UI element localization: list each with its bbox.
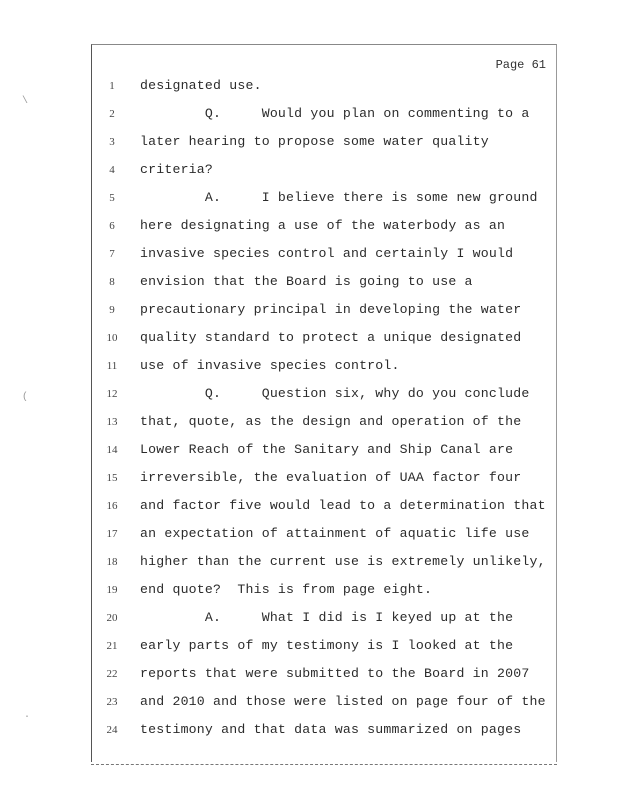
line-number: 7 [109, 248, 115, 260]
line-number: 17 [106, 528, 118, 540]
transcript-line [92, 220, 558, 240]
transcript-line [92, 416, 558, 436]
line-text: end quote? This is from page eight. [140, 582, 433, 597]
line-text: A. What I did is I keyed up at the [140, 610, 514, 625]
transcript-line [92, 696, 558, 716]
transcript-line [92, 640, 558, 660]
line-text: designated use. [140, 78, 262, 93]
line-number: 14 [106, 444, 118, 456]
line-text: and 2010 and those were listed on page four of the [140, 694, 546, 709]
line-text: that, quote, as the design and operation of the [140, 414, 522, 429]
line-text: Q. Would you plan on commenting to a [140, 106, 530, 121]
line-number: 18 [106, 556, 118, 568]
transcript-line [92, 444, 558, 464]
transcript-line [92, 528, 558, 548]
transcript-line [92, 668, 558, 688]
transcript-line [92, 108, 558, 128]
line-number: 8 [109, 276, 115, 288]
line-number: 6 [109, 220, 115, 232]
line-number: 15 [106, 472, 118, 484]
line-number: 1 [109, 80, 115, 92]
line-number: 2 [109, 108, 115, 120]
bottom-rule [91, 764, 557, 765]
transcript-line [92, 276, 558, 296]
transcript-line [92, 500, 558, 520]
line-text: testimony and that data was summarized on pages [140, 722, 522, 737]
line-text: here designating a use of the waterbody as an [140, 218, 506, 233]
line-text: an expectation of attainment of aquatic life use [140, 526, 530, 541]
transcript-line [92, 584, 558, 604]
line-number: 21 [106, 640, 118, 652]
line-text: precautionary principal in developing the water [140, 302, 522, 317]
line-number: 9 [109, 304, 115, 316]
line-text: and factor five would lead to a determination that [140, 498, 546, 513]
line-text: later hearing to propose some water quality [140, 134, 489, 149]
line-number: 11 [106, 360, 118, 372]
transcript-line [92, 248, 558, 268]
line-number: 12 [106, 388, 118, 400]
scan-speck: ( [22, 392, 29, 403]
line-number: 13 [106, 416, 118, 428]
line-number: 19 [106, 584, 118, 596]
line-text: irreversible, the evaluation of UAA factor four [140, 470, 522, 485]
line-number: 20 [106, 612, 118, 624]
line-text: invasive species control and certainly I would [140, 246, 514, 261]
transcript-line [92, 472, 558, 492]
line-text: quality standard to protect a unique designated [140, 330, 522, 345]
transcript-line [92, 192, 558, 212]
line-text: reports that were submitted to the Board in 2007 [140, 666, 530, 681]
line-number: 4 [109, 164, 115, 176]
line-text: Lower Reach of the Sanitary and Ship Canal are [140, 442, 514, 457]
line-text: early parts of my testimony is I looked at the [140, 638, 514, 653]
line-number: 5 [109, 192, 115, 204]
line-text: criteria? [140, 162, 214, 177]
line-text: higher than the current use is extremely unlikely, [140, 554, 546, 569]
transcript-line [92, 360, 558, 380]
scan-speck: . [24, 710, 31, 721]
line-text: Q. Question six, why do you conclude [140, 386, 530, 401]
page-number: Page 61 [495, 58, 546, 72]
line-number: 16 [106, 500, 118, 512]
line-text: use of invasive species control. [140, 358, 400, 373]
transcript-page [91, 44, 557, 762]
transcript-line [92, 612, 558, 632]
transcript-line [92, 388, 558, 408]
transcript-line [92, 164, 558, 184]
transcript-line [92, 556, 558, 576]
line-text: envision that the Board is going to use a [140, 274, 473, 289]
transcript-line [92, 304, 558, 324]
line-number: 22 [106, 668, 118, 680]
line-number: 24 [106, 724, 118, 736]
transcript-line [92, 80, 558, 100]
line-number: 23 [106, 696, 118, 708]
line-text: A. I believe there is some new ground [140, 190, 538, 205]
line-number: 3 [109, 136, 115, 148]
scan-speck: \ [22, 96, 29, 107]
line-number: 10 [106, 332, 118, 344]
transcript-line [92, 136, 558, 156]
transcript-line [92, 332, 558, 352]
transcript-line [92, 724, 558, 744]
